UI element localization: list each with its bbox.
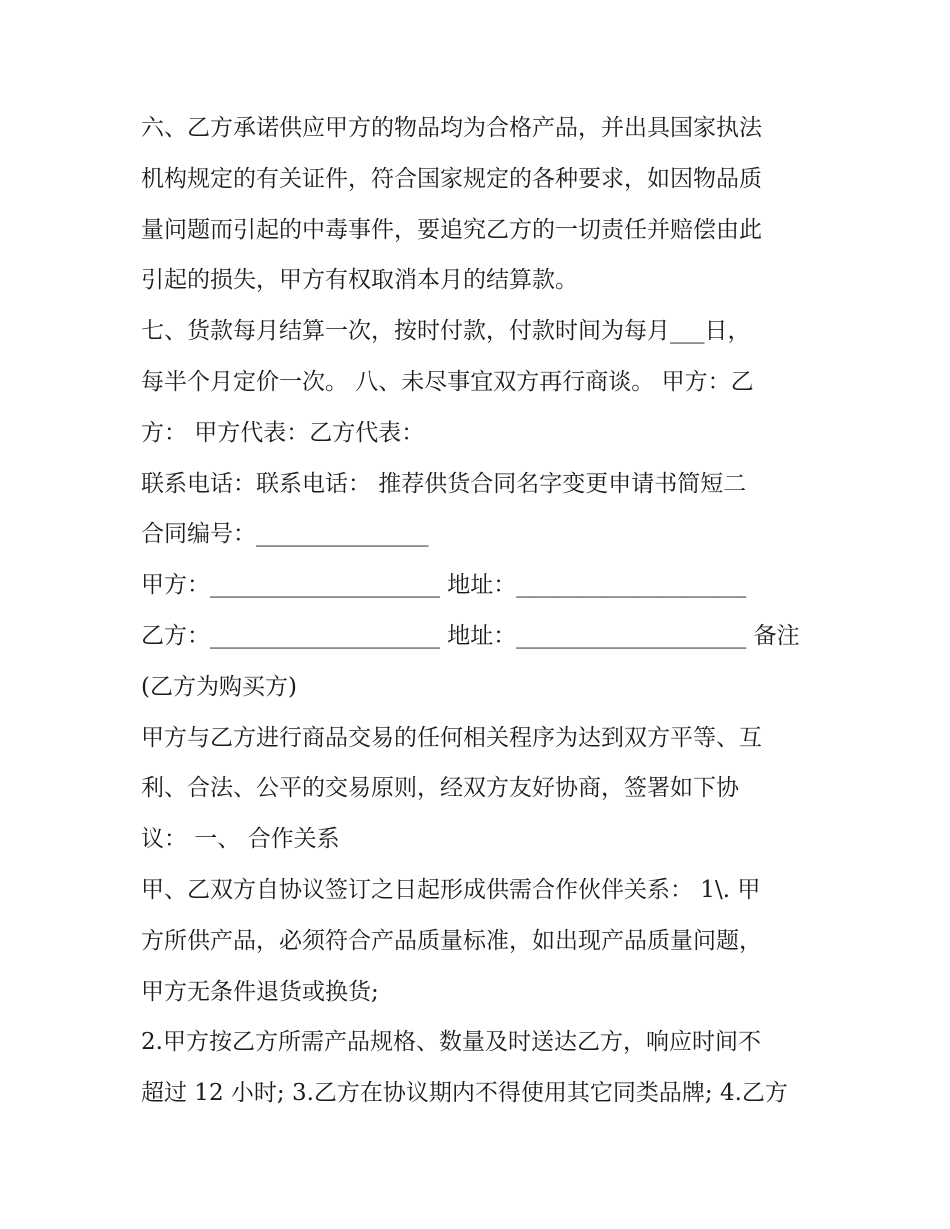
- text-line: 甲方与乙方进行商品交易的任何相关程序为达到双方平等、互: [141, 724, 762, 751]
- text-line: 超过 12 小时; 3.乙方在协议期内不得使用其它同类品牌; 4.乙方: [141, 1080, 788, 1107]
- text-line: 甲、乙双方自协议签订之日起形成供需合作伙伴关系： 1\. 甲: [141, 876, 761, 903]
- text-line: 利、合法、公平的交易原则，经双方友好协商，签署如下协: [141, 775, 739, 802]
- text-line: 六、乙方承诺供应甲方的物品均为合格产品，并出具国家执法: [141, 115, 762, 141]
- text-line: 议： 一、 合作关系: [141, 826, 340, 853]
- text-line: 2.甲方按乙方所需产品规格、数量及时送达乙方，响应时间不: [141, 1029, 761, 1056]
- text-line: 引起的损失，甲方有权取消本月的结算款。: [141, 267, 578, 294]
- text-line: 量问题而引起的中毒事件，要追究乙方的一切责任并赔偿由此: [141, 216, 762, 243]
- text-line: 每半个月定价一次。 八、未尽事宜双方再行商谈。 甲方：乙: [141, 368, 754, 395]
- text-line: 合同编号：_______________: [141, 521, 429, 548]
- text-line: 甲方：____________________ 地址：____________________: [141, 572, 747, 599]
- text-line: 七、货款每月结算一次，按时付款，付款时间为每月___日，: [141, 318, 751, 345]
- document-body: [141, 103, 821, 1119]
- text-line: 机构规定的有关证件，符合国家规定的各种要求，如因物品质: [141, 165, 762, 192]
- text-line: (乙方为购买方): [141, 673, 297, 700]
- text-line: 联系电话：联系电话： 推荐供货合同名字变更申请书简短二: [141, 470, 747, 497]
- text-line: 甲方无条件退货或换货;: [141, 978, 379, 1005]
- text-line: 方所供产品，必须符合产品质量标准，如出现产品质量问题，: [141, 927, 762, 954]
- text-line: 方： 甲方代表：乙方代表：: [141, 419, 425, 446]
- text-line: 乙方：____________________ 地址：____________________ 备注: [141, 622, 800, 649]
